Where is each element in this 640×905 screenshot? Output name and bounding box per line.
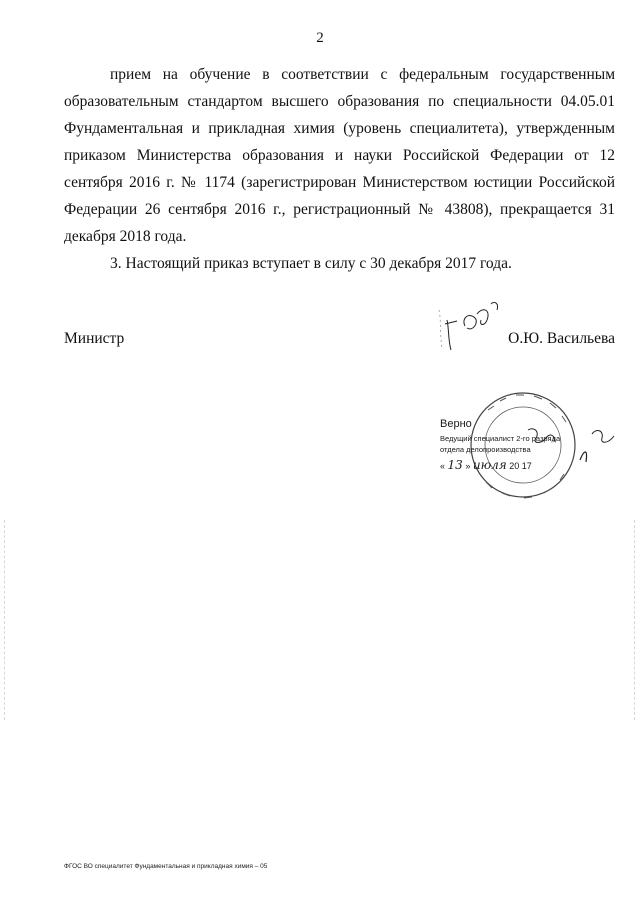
certification-block: [428, 390, 628, 500]
signer-title: Министр: [64, 330, 125, 347]
footer-note: ФГОС ВО специалитет Фундаментальная и прикладная химия – 05: [64, 863, 268, 870]
page-number: 2: [316, 30, 324, 46]
date-year: 20 17: [509, 461, 532, 471]
signer-name: О.Ю. Васильева: [508, 330, 615, 347]
certifier-department: отдела делопроизводства: [440, 445, 531, 454]
paragraph-effective-date: 3. Настоящий приказ вступает в силу с 30 декабря 2017 года.: [110, 255, 512, 272]
date-close-quote: »: [465, 461, 471, 471]
handwritten-signature: [435, 298, 515, 360]
paragraph-admission: прием на обучение в соответствии с федеральным государственным образовательным стандартом высшего образования по специальности 04.05.01 Фундаментальная и прикладная химия (уровень специалитета), утвержденным приказом Министерства образования и науки Российской Федерации от 12 сентября 2016 г. № 1174 (зарегистрирован Министерством юстиции Российской Федерации 26 сентября 2016 г., регистрационный № 43808), прекращается 31 декабря 2018 года.: [64, 66, 615, 245]
certifier-position: Ведущий специалист 2-го разряда: [440, 434, 561, 443]
date-day: 13: [447, 458, 463, 472]
scan-edge-left: [4, 520, 6, 720]
certification-label: Верно: [440, 418, 472, 430]
certification-date: [440, 458, 532, 472]
document-body: [64, 61, 615, 277]
scan-edge-right: [634, 520, 636, 720]
date-open-quote: «: [440, 461, 446, 471]
date-month: июля: [472, 458, 507, 472]
